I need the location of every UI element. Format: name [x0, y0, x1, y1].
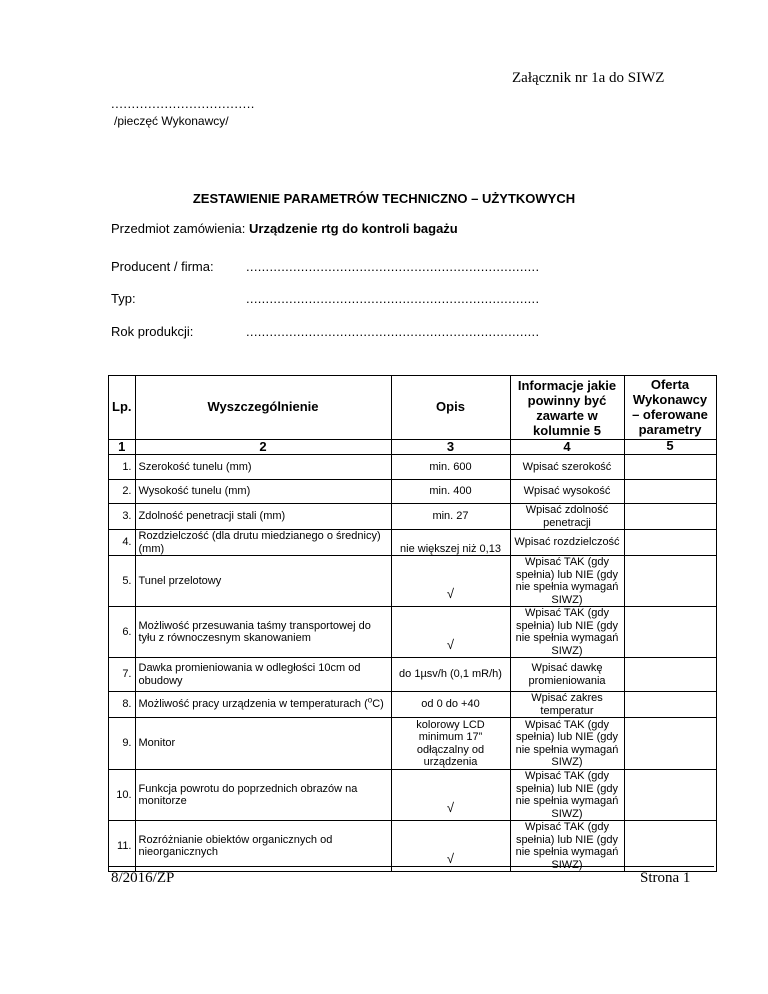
stamp-dots: ................................... [111, 96, 255, 111]
row-lp: 1. [109, 455, 136, 480]
document-title: ZESTAWIENIE PARAMETRÓW TECHNICZNO – UŻYTKOWYCH [192, 191, 576, 206]
row-lp: 6. [109, 607, 136, 658]
table-row [109, 821, 717, 872]
row-name: Możliwość przesuwania taśmy transportowej do tyłu z równoczesnym skanowaniem [135, 607, 391, 658]
stamp-label: /pieczęć Wykonawcy/ [114, 114, 229, 128]
row-offer [624, 530, 716, 556]
row-info: Wpisać rozdzielczość [510, 530, 624, 556]
header-info: Informacje jakie powinny być zawarte w kolumnie 5 [510, 376, 624, 440]
row-name: Szerokość tunelu (mm) [135, 455, 391, 480]
table-row [109, 530, 717, 556]
order-subject-value: Urządzenie rtg do kontroli bagażu [249, 221, 458, 236]
row-info: Wpisać zdolność penetracji [510, 504, 624, 530]
colnum-3: 3 [391, 440, 510, 455]
footer-reference: 8/2016/ZP [111, 870, 175, 886]
row-name: Zdolność penetracji stali (mm) [135, 504, 391, 530]
footer-divider [108, 866, 714, 867]
row-offer [624, 504, 716, 530]
field-producer-value: ........................................................................... [246, 259, 540, 274]
row-desc: od 0 do +40 [391, 692, 510, 718]
row-info: Wpisać dawkę promieniowania [510, 658, 624, 692]
row-lp: 3. [109, 504, 136, 530]
row-info: Wpisać TAK (gdy spełnia) lub NIE (gdy nie spełnia wymagań SIWZ) [510, 718, 624, 770]
row-desc: √ [391, 770, 510, 821]
row-desc: √ [391, 821, 510, 872]
row-desc: kolorowy LCD minimum 17” odłączalny od urządzenia [391, 718, 510, 770]
row-lp: 10. [109, 770, 136, 821]
row-name-unit: C) [372, 698, 384, 711]
row-info: Wpisać TAK (gdy spełnia) lub NIE (gdy nie spełnia wymagań SIWZ) [510, 556, 624, 607]
colnum-5: 5 [624, 440, 716, 455]
row-offer [624, 455, 716, 480]
colnum-1: 1 [109, 440, 136, 455]
colnum-4: 4 [510, 440, 624, 455]
row-lp: 9. [109, 718, 136, 770]
row-lp: 11. [109, 821, 136, 872]
row-offer [624, 770, 716, 821]
row-name: Rozróżnianie obiektów organicznych od nieorganicznych [135, 821, 391, 872]
table-row [109, 692, 717, 718]
field-type-value: ........................................................................... [246, 291, 540, 306]
table-row [109, 504, 717, 530]
row-lp: 5. [109, 556, 136, 607]
row-lp: 2. [109, 480, 136, 504]
row-lp: 4. [109, 530, 136, 556]
row-desc: √ [391, 556, 510, 607]
field-producer-label: Producent / firma: [111, 259, 214, 274]
degree-sup: o [367, 695, 373, 705]
table-row [109, 480, 717, 504]
field-year-value: ........................................................................... [246, 324, 540, 339]
table-row [109, 556, 717, 607]
table-colnum-row [109, 440, 717, 455]
row-info: Wpisać TAK (gdy spełnia) lub NIE (gdy nie spełnia wymagań SIWZ) [510, 770, 624, 821]
order-subject-label: Przedmiot zamówienia: [111, 221, 249, 236]
row-offer [624, 821, 716, 872]
row-desc: nie większej niż 0,13 [391, 530, 510, 556]
row-info: Wpisać szerokość [510, 455, 624, 480]
table-row [109, 770, 717, 821]
row-name: Tunel przelotowy [135, 556, 391, 607]
row-info: Wpisać zakres temperatur [510, 692, 624, 718]
row-name: Rozdzielczość (dla drutu miedzianego o średnicy) (mm) [135, 530, 391, 556]
order-subject [111, 221, 458, 236]
header-offer: Oferta Wykonawcy – oferowane parametry [624, 376, 716, 440]
row-name: Dawka promieniowania w odległości 10cm od obudowy [135, 658, 391, 692]
row-info: Wpisać TAK (gdy spełnia) lub NIE (gdy nie spełnia wymagań SIWZ) [510, 821, 624, 872]
row-offer [624, 718, 716, 770]
row-desc: min. 27 [391, 504, 510, 530]
table-row [109, 607, 717, 658]
row-name: Wysokość tunelu (mm) [135, 480, 391, 504]
row-name: Monitor [135, 718, 391, 770]
row-offer [624, 556, 716, 607]
row-name: Funkcja powrotu do poprzednich obrazów na monitorze [135, 770, 391, 821]
annex-label: Załącznik nr 1a do SIWZ [512, 70, 665, 86]
row-desc: min. 400 [391, 480, 510, 504]
row-name-text: Możliwość pracy urządzenia w temperaturach ( [138, 698, 368, 711]
field-year-label: Rok produkcji: [111, 324, 194, 339]
row-lp: 7. [109, 658, 136, 692]
row-offer [624, 658, 716, 692]
table-row [109, 455, 717, 480]
header-lp: Lp. [109, 376, 136, 440]
colnum-2: 2 [135, 440, 391, 455]
row-desc: min. 600 [391, 455, 510, 480]
table-row [109, 718, 717, 770]
row-offer [624, 692, 716, 718]
field-type-label: Typ: [111, 291, 136, 306]
row-lp: 8. [109, 692, 136, 718]
header-desc: Opis [391, 376, 510, 440]
spec-table [108, 375, 717, 872]
row-info: Wpisać TAK (gdy spełnia) lub NIE (gdy nie spełnia wymagań SIWZ) [510, 607, 624, 658]
row-desc: √ [391, 607, 510, 658]
footer-page-number: Strona 1 [640, 870, 691, 886]
row-name [135, 692, 391, 718]
row-offer [624, 607, 716, 658]
row-offer [624, 480, 716, 504]
header-name: Wyszczególnienie [135, 376, 391, 440]
table-row [109, 658, 717, 692]
row-info: Wpisać wysokość [510, 480, 624, 504]
row-desc: do 1µsv/h (0,1 mR/h) [391, 658, 510, 692]
table-header-row [109, 376, 717, 440]
